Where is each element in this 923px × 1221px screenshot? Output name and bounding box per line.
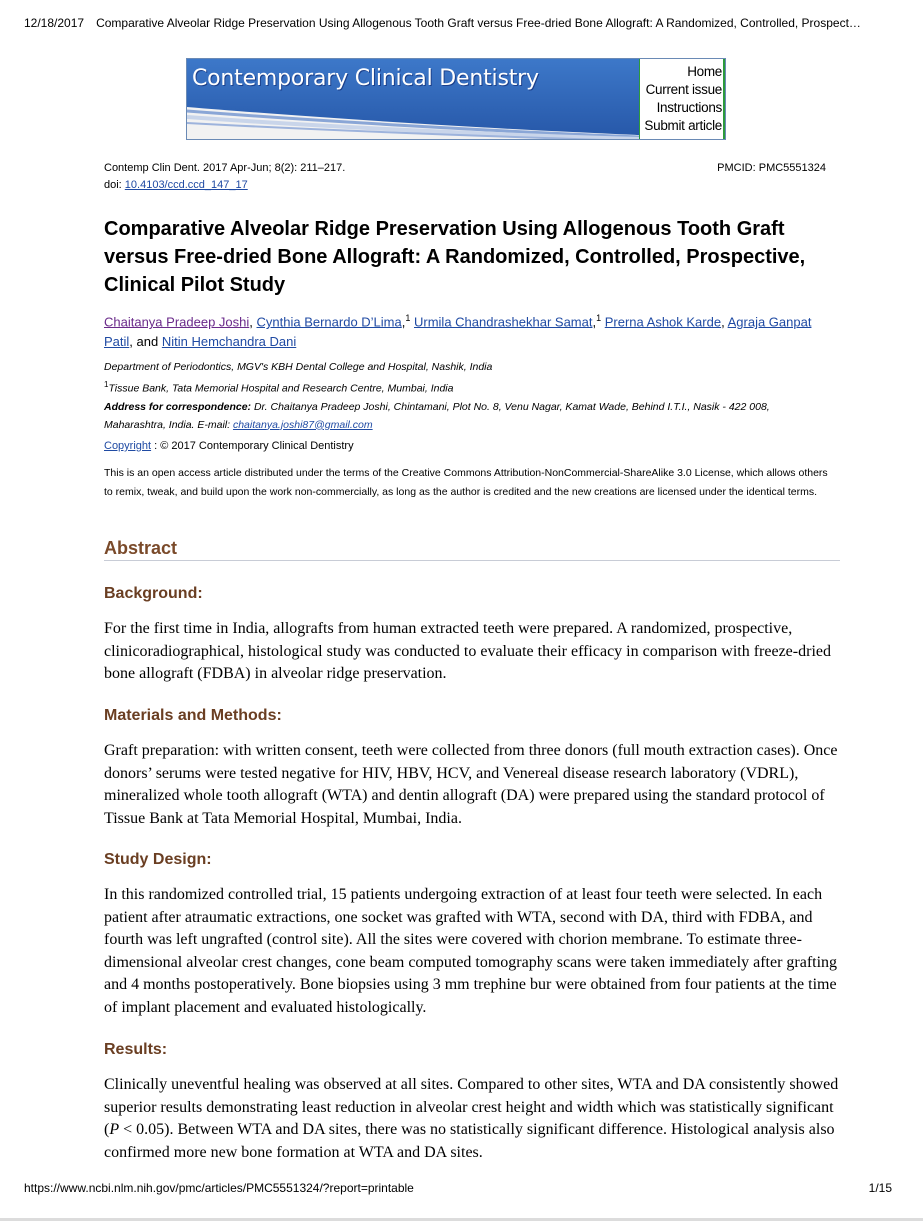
author-link[interactable]: Urmila Chandrashekhar Samat	[414, 314, 593, 330]
affiliation-tissue-text: Tissue Bank, Tata Memorial Hospital and Research Centre, Mumbai, India	[108, 382, 454, 395]
journal-banner	[186, 58, 726, 140]
copyright-text: : © 2017 Contemporary Clinical Dentistry	[151, 440, 354, 452]
affiliation-dept: Department of Periodontics, MGV's KBH Dental College and Hospital, Nashik, India	[104, 361, 493, 373]
affiliation-tissue-bank	[104, 376, 834, 398]
nav-current-issue[interactable]: Current issue	[645, 82, 722, 97]
author-link[interactable]: Nitin Hemchandra Dani	[161, 334, 297, 350]
section-text-background: For the first time in India, allografts from human extracted teeth were prepared. A randomized, prospective, clinicoradiographical, histological study was conducted to evaluate their efficacy in comparison with freeze-dried bone allograft (FDBA) in alveolar ridge preservation.	[104, 620, 831, 683]
affiliations	[104, 358, 834, 434]
doi-line	[104, 177, 826, 194]
nav-frame	[723, 59, 725, 139]
print-url: https://www.ncbi.nlm.nih.gov/pmc/articles/PMC5551324/?report=printable	[24, 1181, 414, 1195]
print-title: Comparative Alveolar Ridge Preservation Using Allogenous Tooth Graft versus Free-dried Bone Allograft: A Randomized, Controlled, Prospect…	[96, 16, 861, 30]
and-word: and	[136, 334, 159, 350]
results-text-part2: < 0.05). Between WTA and DA sites, there was no statistically significant difference. Histological analysis also confirmed more new bone formation at WTA and DA sites.	[104, 1121, 835, 1161]
section-heading-methods: Materials and Methods:	[104, 707, 282, 724]
p-symbol: P	[109, 1121, 120, 1139]
author-link[interactable]: Chaitanya Pradeep Joshi	[104, 314, 250, 330]
author-link[interactable]: Prerna Ashok Karde	[604, 314, 722, 330]
section-heading-results: Results:	[104, 1041, 168, 1058]
banner-nav	[639, 59, 725, 139]
print-date: 12/18/2017	[24, 16, 85, 30]
affiliation-marker: 1	[104, 380, 109, 389]
pmcid: PMCID: PMC5551324	[717, 162, 826, 174]
copyright-line	[104, 438, 834, 455]
section-text-study-design: In this randomized controlled trial, 15 patients undergoing extraction of at least four teeth were selected. In each patient after atraumatic extractions, one socket was grafted with WTA, second with DA, third with FDBA, and fourth was left ungrafted (control site). All the sites were covered with chorion membrane. To estimate three-dimensional alveolar crest changes, cone beam computed tomography scans were taken immediately after grafting and 4 months postoperatively. Bone biopsies using 3 mm trephine bur were obtained from four patients at the time of implant placement and evaluated histologically.	[104, 886, 838, 1016]
author-link[interactable]: Cynthia Bernardo D’Lima	[256, 314, 402, 330]
nav-instructions[interactable]: Instructions	[656, 100, 722, 115]
section-text-results	[104, 1074, 844, 1164]
author-list: Chaitanya Pradeep Joshi, Cynthia Bernardo D’Lima,$^1$ Urmila Chandrashekhar Samat,$^1$ Prerna Ashok Karde, Agraja Ganpat Patil, and Nitin Hemchandra Dani	[104, 313, 812, 350]
nav-home[interactable]: Home	[687, 64, 722, 79]
citation-line: Contemp Clin Dent. 2017 Apr-Jun; 8(2): 211–217.	[104, 162, 346, 174]
author-link[interactable]: Agraja Ganpat Patil	[104, 314, 812, 350]
print-header	[24, 16, 904, 30]
section-heading-study-design: Study Design:	[104, 851, 212, 868]
doi-label: doi:	[104, 179, 125, 191]
correspondence	[104, 398, 834, 434]
correspondence-label: Address for correspondence:	[104, 400, 252, 413]
page-number: 1/15	[868, 1181, 892, 1195]
affiliation-marker: 1	[596, 313, 602, 323]
citation-block	[104, 160, 826, 194]
doi-link[interactable]: 10.4103/ccd.ccd_147_17	[124, 179, 248, 191]
article-title: Comparative Alveolar Ridge Preservation Using Allogenous Tooth Graft versus Free-dried Bone Allograft: A Randomized, Controlled, Prospective, Clinical Pilot Study	[104, 218, 806, 296]
copyright-link[interactable]: Copyright	[104, 440, 152, 452]
section-text-methods: Graft preparation: with written consent, teeth were collected from three donors (full mouth extraction cases). Once donors’ serums were tested negative for HIV, HBV, HCV, and Venereal disease research laboratory (VDRL), mineralized whole tooth allograft (WTA) and dentin allograft (DA) were prepared using the standard protocol of Tissue Bank at Tata Memorial Hospital, Mumbai, India.	[104, 742, 838, 827]
correspondence-text: Dr. Chaitanya Pradeep Joshi, Chintamani, Plot No. 8, Venu Nagar, Kamat Wade, Behind I.T.I., Nasik - 422 008, Maharashtra, India. E-mail:	[104, 400, 770, 431]
abstract-heading: Abstract	[104, 538, 840, 561]
results-text-part1: Clinically uneventful healing was observed at all sites. Compared to other sites, WTA and DA consistently showed superior results demonstrating least reduction in alveolar crest height and width which was statistically significant (	[104, 1076, 839, 1139]
email-link[interactable]: chaitanya.joshi87@gmail.com	[232, 418, 373, 431]
affiliation-marker: 1	[405, 313, 411, 323]
nav-submit-article[interactable]: Submit article	[644, 118, 722, 133]
print-footer	[24, 1181, 892, 1195]
journal-name: Contemporary Clinical Dentistry	[192, 66, 539, 91]
section-heading-background: Background:	[104, 585, 203, 602]
license-text: This is an open access article distributed under the terms of the Creative Commons Attribution-NonCommercial-ShareAlike 3.0 License, which allows others to remix, tweak, and build upon the work non-commercially, as long as the author is credited and the new creations are licensed under the identical terms.	[104, 467, 828, 498]
